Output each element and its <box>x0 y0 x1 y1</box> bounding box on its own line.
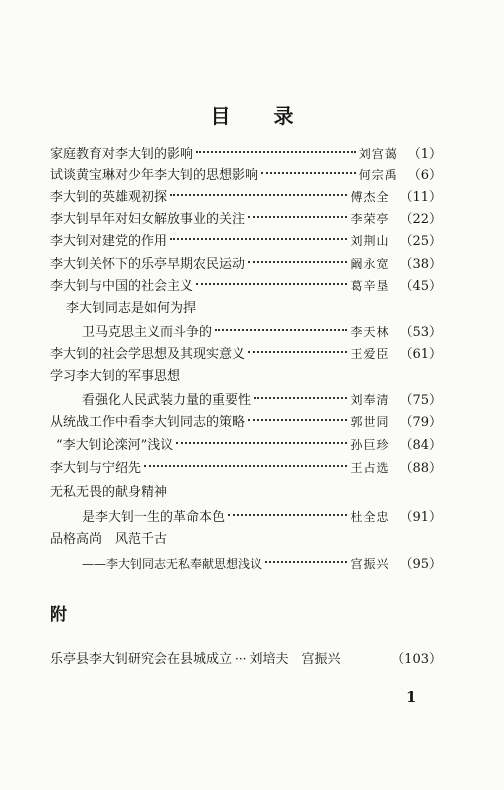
toc-entry <box>50 277 442 296</box>
toc-entry-title: 看强化人民武装力量的重要性 <box>82 393 252 408</box>
dot-leader <box>228 514 347 516</box>
dot-leader <box>170 194 347 196</box>
toc-entry-page: （84） <box>399 438 442 453</box>
dot-leader <box>248 351 347 353</box>
appendix-entry-authors: 刘培夫 宫振兴 <box>249 652 341 667</box>
appendix-entry-title: 乐亭县李大钊研究会在县城成立 <box>50 652 233 667</box>
toc-entry <box>50 413 442 432</box>
toc-entry-title: “李大钊论滦河”浅议 <box>56 438 174 453</box>
toc-entry-author: 宫振兴 <box>350 557 390 571</box>
toc-list <box>0 143 504 583</box>
toc-entry-author: 王爱臣 <box>350 347 390 361</box>
toc-entry-page: （45） <box>399 279 442 294</box>
toc-entry <box>82 555 442 574</box>
toc-entry-title: 李大钊的英雄观初探 <box>50 190 168 205</box>
toc-entry-title: 李大钊早年对妇女解放事业的关注 <box>50 212 246 227</box>
toc-entry-title-line1: 李大钊同志是如何为捍 <box>66 301 197 316</box>
appendix-entry-page: （103） <box>391 652 442 667</box>
dot-leader <box>248 419 347 421</box>
toc-entry-author: 傅杰全 <box>350 190 390 204</box>
toc-entry-page: （53） <box>399 325 442 340</box>
toc-entry-page: （38） <box>399 257 442 272</box>
toc-entry-author: 刘奉清 <box>350 393 390 407</box>
toc-entry-author: 葛辛垦 <box>350 279 390 293</box>
toc-entry <box>56 436 442 455</box>
toc-entry-page: （75） <box>399 393 442 408</box>
dot-leader <box>215 329 347 331</box>
toc-entry <box>82 508 442 527</box>
toc-entry-author: 杜全忠 <box>350 510 390 524</box>
toc-entry-title: 李大钊的社会学思想及其现实意义 <box>50 347 246 362</box>
toc-entry-title: 从统战工作中看李大钊同志的策略 <box>50 415 246 430</box>
dot-leader <box>144 465 347 467</box>
toc-entry-title-line1: 学习李大钊的军事思想 <box>50 369 181 384</box>
toc-entry-page: （6） <box>407 168 442 183</box>
toc-entry <box>50 210 442 229</box>
toc-entry-title: ——李大钊同志无私奉献思想浅议 <box>82 557 263 571</box>
appendix-heading: 附 <box>50 605 67 625</box>
toc-entry-title: 李大钊对建党的作用 <box>50 234 168 249</box>
toc-entry-title: 卫马克思主义而斗争的 <box>82 325 213 340</box>
toc-entry <box>50 145 442 164</box>
toc-entry <box>50 459 442 478</box>
dot-leader: ··· <box>235 652 247 666</box>
toc-entry-page: （79） <box>399 415 442 430</box>
toc-entry-page: （61） <box>399 347 442 362</box>
toc-entry-title: 李大钊与宁绍先 <box>50 461 142 476</box>
toc-entry-author: 刘宫蔼 <box>358 147 398 161</box>
toc-entry-title-line1: 无私无畏的献身精神 <box>50 485 168 500</box>
toc-entry <box>50 188 442 207</box>
toc-entry-author: 刘荆山 <box>350 234 390 248</box>
toc-entry-page: （11） <box>399 190 442 205</box>
toc-entry-page: （25） <box>399 234 442 249</box>
toc-entry-author: 李天林 <box>350 325 390 339</box>
toc-entry-page: （22） <box>399 212 442 227</box>
dot-leader <box>196 283 347 285</box>
toc-entry-author: 郭世同 <box>350 415 390 429</box>
dot-leader <box>254 397 347 399</box>
dot-leader <box>265 561 347 563</box>
toc-entry <box>82 391 442 410</box>
toc-entry-title: 李大钊关怀下的乐亭早期农民运动 <box>50 257 246 272</box>
toc-entry-author: 孙巨珍 <box>350 438 390 452</box>
page-title: 目 录 <box>210 104 312 128</box>
toc-entry-page: （95） <box>399 557 442 572</box>
page-number: 1 <box>406 688 417 706</box>
dot-leader <box>261 172 356 174</box>
toc-entry <box>50 166 442 185</box>
dot-leader <box>248 216 347 218</box>
toc-entry-title-line1: 品格高尚 风范千古 <box>50 532 168 547</box>
dot-leader <box>176 442 347 444</box>
toc-entry <box>50 255 442 274</box>
dot-leader <box>196 151 356 153</box>
toc-entry-page: （1） <box>407 147 442 162</box>
toc-entry-author: 王占选 <box>350 461 390 475</box>
toc-entry-title: 是李大钊一生的革命本色 <box>82 510 226 525</box>
toc-entry-author: 阚永宽 <box>350 257 390 271</box>
toc-entry-author: 李荣亭 <box>350 212 390 226</box>
toc-entry-title: 家庭教育对李大钊的影响 <box>50 147 194 162</box>
toc-entry <box>50 232 442 251</box>
toc-entry-page: （91） <box>399 510 442 525</box>
toc-entry-title: 李大钊与中国的社会主义 <box>50 279 194 294</box>
dot-leader <box>248 261 347 263</box>
appendix-entry <box>50 650 442 669</box>
dot-leader <box>170 238 347 240</box>
toc-entry <box>50 345 442 364</box>
toc-entry <box>82 323 442 342</box>
toc-entry-author: 何宗禹 <box>358 168 398 182</box>
toc-entry-page: （88） <box>399 461 442 476</box>
toc-entry-title: 试谈黄宝琳对少年李大钊的思想影响 <box>50 168 259 183</box>
